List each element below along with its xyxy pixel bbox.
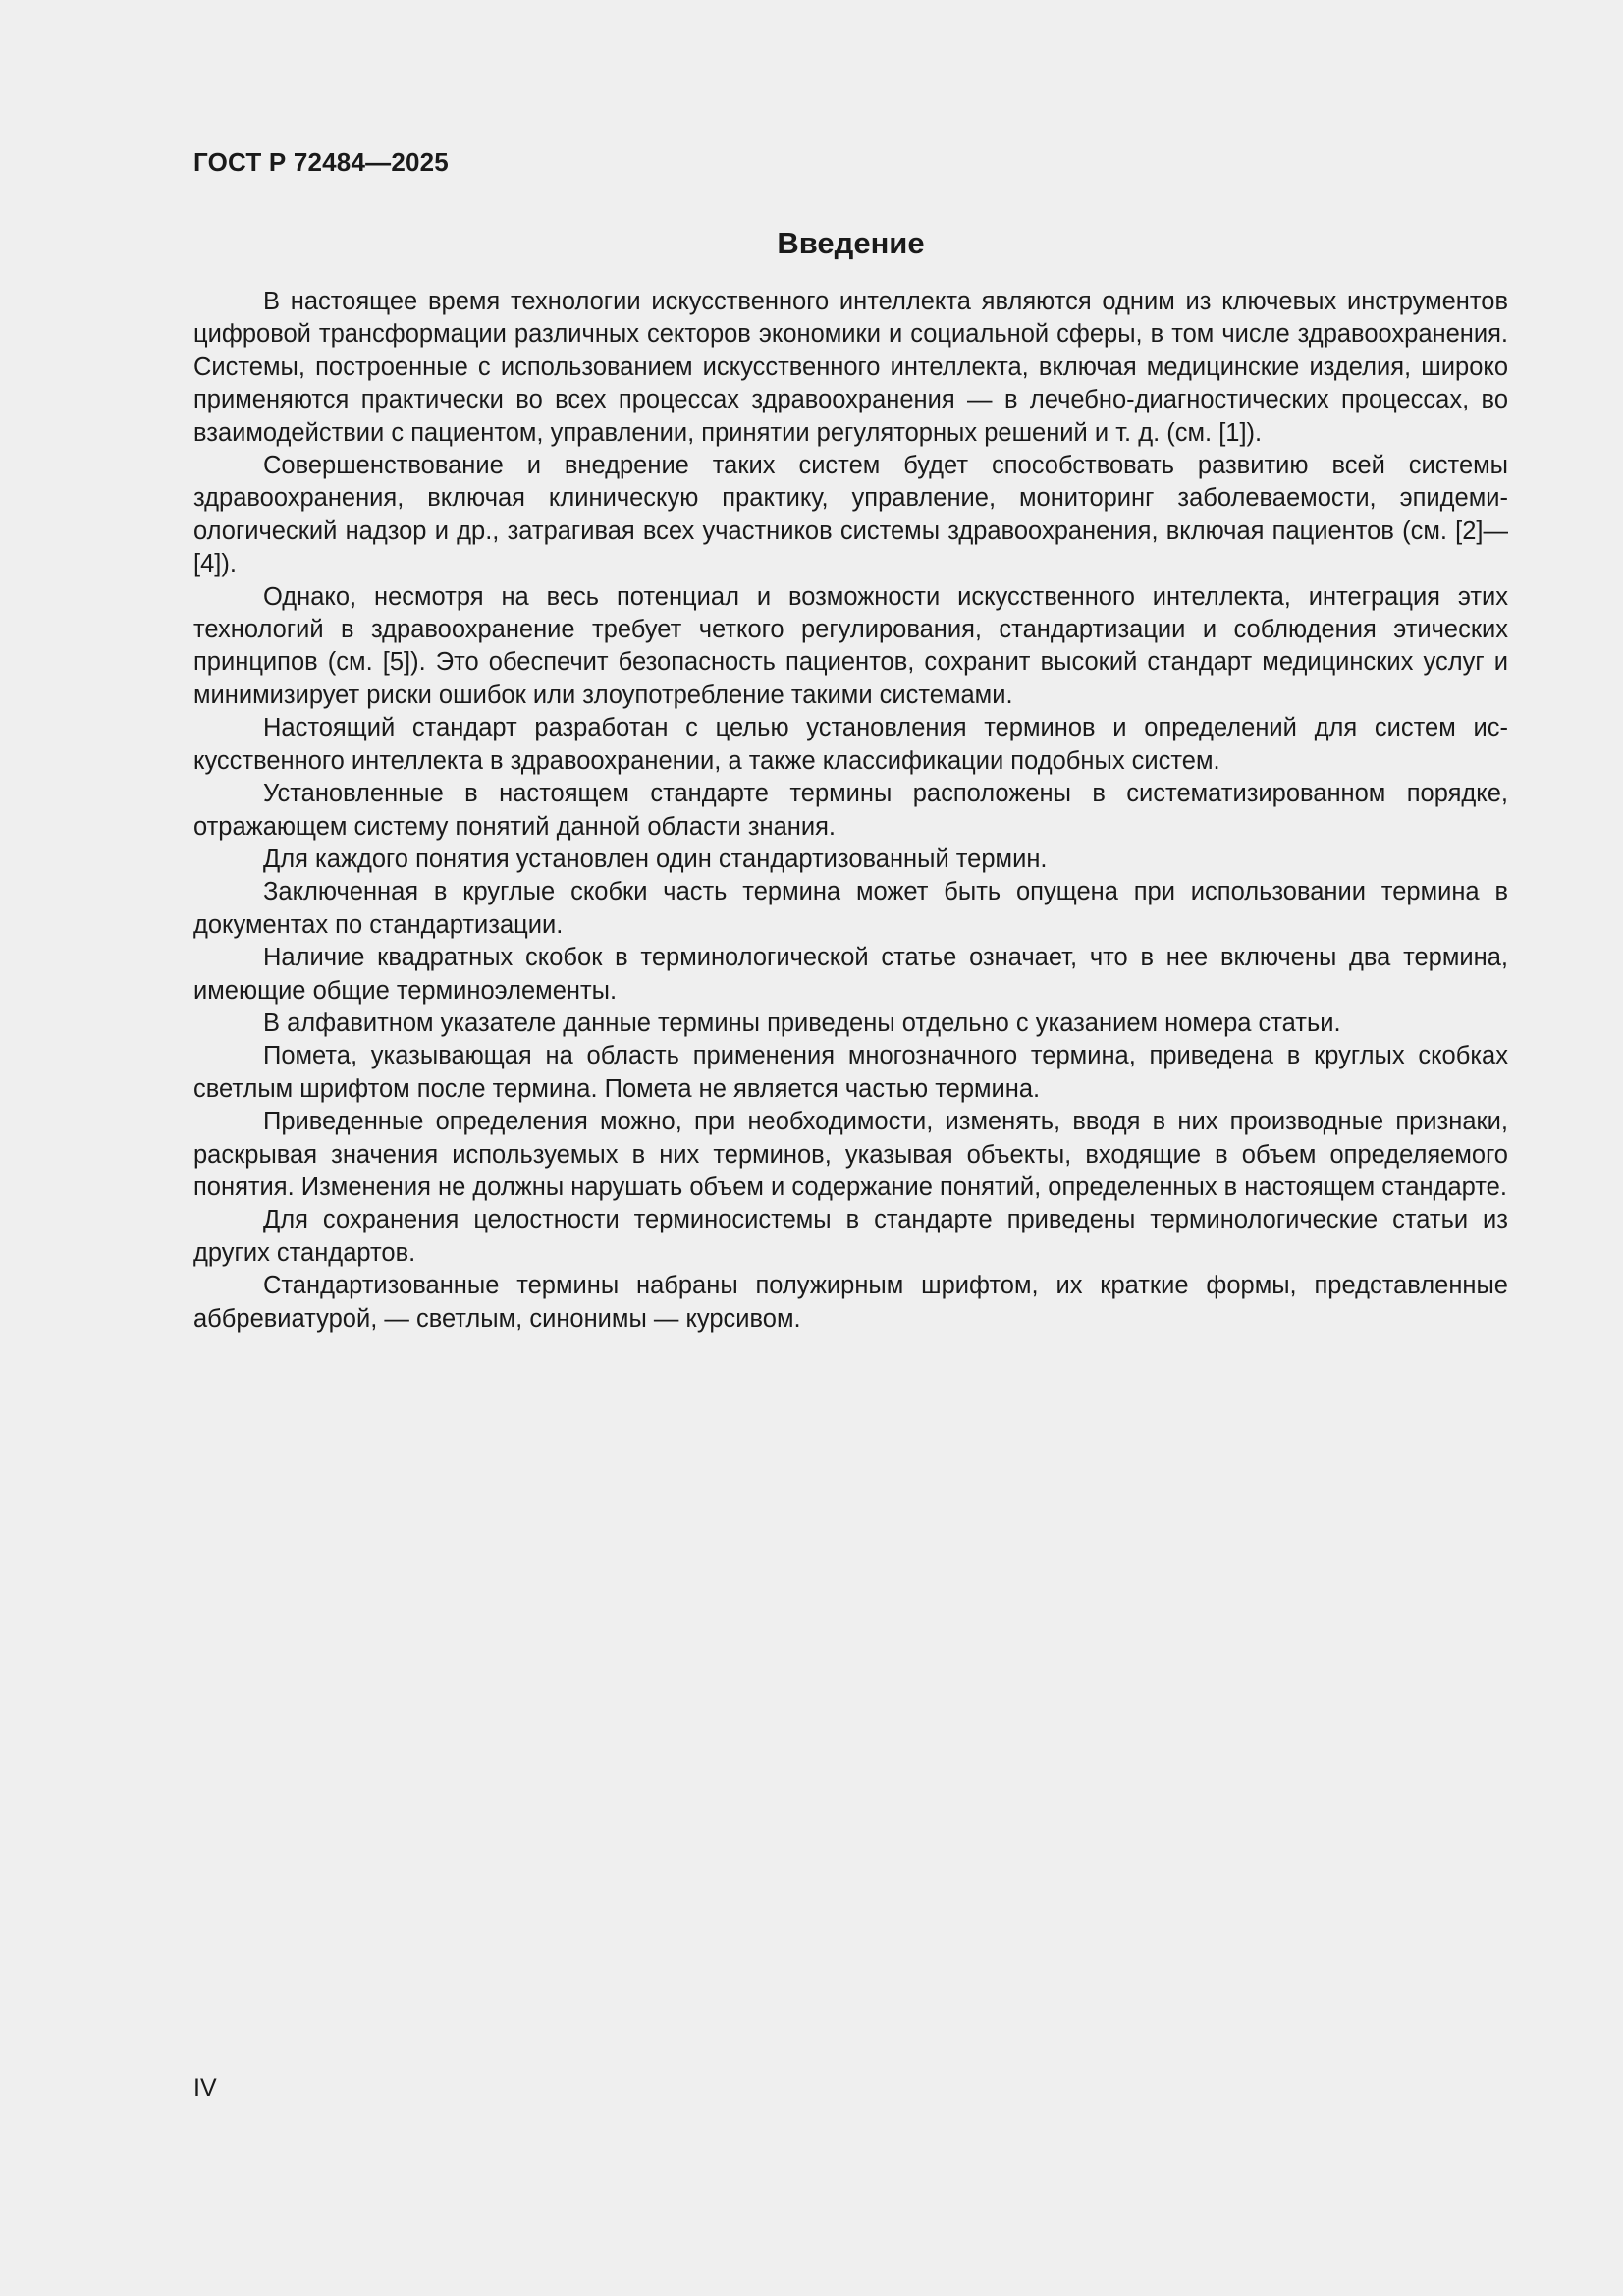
page-number: IV bbox=[193, 2074, 217, 2102]
paragraph-11: Приведенные определения можно, при необходимости, изменять, вводя в них производные признаки, раскрывая значения используемых в них терминов, указывая объекты, входящие в объем определяемого понятия. Изменения не должны нарушать объем и содержание понятий, определенных в настоящем стандарте. bbox=[193, 1108, 1508, 1201]
paragraph-9: В алфавитном указателе данные термины приведены отдельно с указанием номера статьи. bbox=[263, 1009, 1341, 1037]
paragraph-3: Однако, несмотря на весь потенциал и возможности искусственного интеллекта, интеграция этих технологий в здравоохранение требует четкого регулирования, стандартизации и соблюдения этических принципов (см. [5]). Это обеспечит безопасность пациентов, сохранит высокий стандарт медицинских услуг и минимизирует риски ошибок или злоупотребление такими системами. bbox=[193, 582, 1508, 709]
paragraph-8: Наличие квадратных скобок в терминологической статье означает, что в нее включены два термина, имеющие общие терминоэлементы. bbox=[193, 944, 1508, 1005]
section-title: Введение bbox=[777, 226, 925, 260]
paragraph-2: Совершенствование и внедрение таких систем будет способствовать развитию всей системы здравоохранения, включая клиническую практику, управление, мониторинг заболеваемости, эпидемиологический надзор и др., затрагивая всех участников системы здравоохранения, включая пациентов (см. [2]—[4]). bbox=[193, 452, 1508, 578]
paragraph-13: Стандартизованные термины набраны полужирным шрифтом, их краткие формы, представленные аббревиатурой, — светлым, синонимы — курсивом. bbox=[193, 1272, 1508, 1333]
paragraph-1: В настоящее время технологии искусственного интеллекта являются одним из ключевых инструментов цифровой трансформации различных секторов экономики и социальной сферы, в том числе здравоохранения. Системы, построенные с использованием искусственного интеллекта, включая медицинские изделия, широко применяются практически во всех процессах здравоохранения — в лечебно-диагностических процессах, во взаимодействии с пациентом, управлении, принятии регуляторных решений и т. д. (см. [1]). bbox=[193, 288, 1508, 447]
document-code-header: ГОСТ Р 72484—2025 bbox=[193, 147, 449, 177]
introduction-body bbox=[193, 286, 1508, 1336]
paragraph-4: Настоящий стандарт разработан с целью установления терминов и определений для систем искусственного интеллекта в здравоохранении, а также классификации подобных систем. bbox=[193, 714, 1508, 775]
paragraph-6: Для каждого понятия установлен один стандартизованный термин. bbox=[263, 845, 1048, 873]
paragraph-5: Установленные в настоящем стандарте термины расположены в систематизированном порядке, отражающем систему понятий данной области знания. bbox=[193, 780, 1508, 841]
paragraph-12: Для сохранения целостности терминосистемы в стандарте приведены терминологические статьи из других стандартов. bbox=[193, 1206, 1508, 1267]
paragraph-10: Помета, указывающая на область применения многозначного термина, приведена в круглых скобках светлым шрифтом после термина. Помета не является частью термина. bbox=[193, 1042, 1508, 1103]
paragraph-7: Заключенная в круглые скобки часть термина может быть опущена при использовании термина в документах по стандартизации. bbox=[193, 878, 1508, 939]
